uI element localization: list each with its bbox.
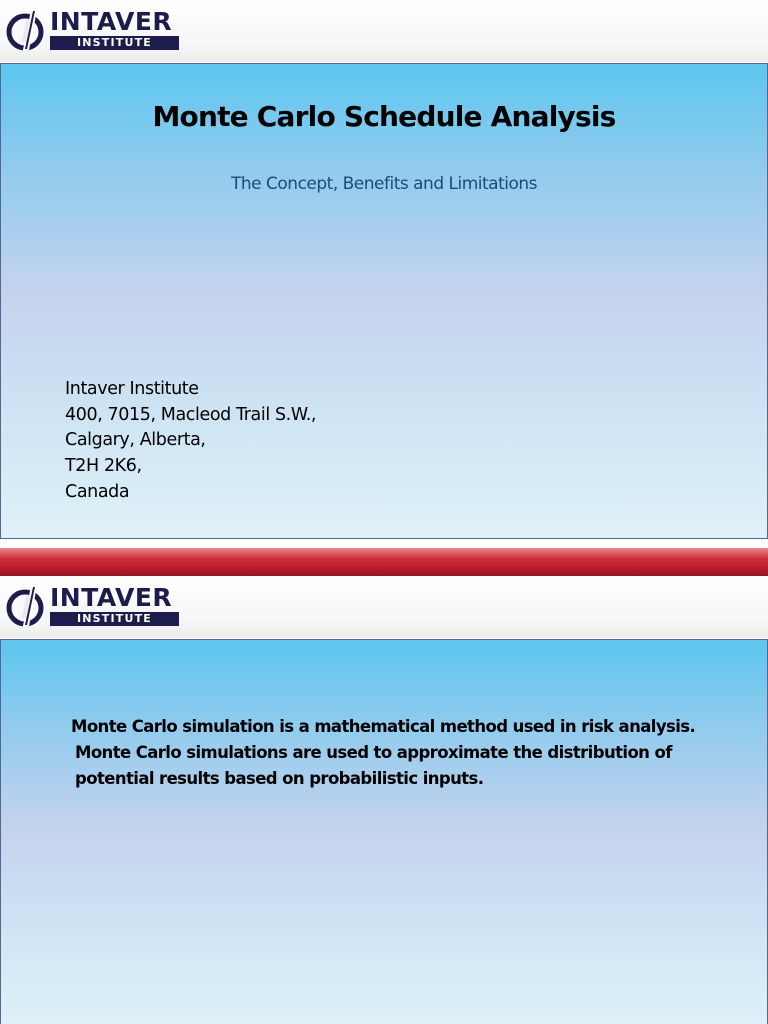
slide-content-panel [0, 639, 768, 1024]
address-line: T2H 2K6, [65, 456, 142, 477]
slide-definition [0, 576, 768, 1024]
address-line: Canada [65, 481, 130, 502]
slide-title-text: Monte Carlo Schedule Analysis [152, 100, 616, 133]
definition-paragraph [71, 714, 731, 792]
slide-content-panel [0, 63, 768, 539]
slide-header [0, 576, 768, 638]
address-line: Intaver Institute [65, 379, 199, 399]
slide-header [0, 0, 768, 62]
intaver-logo [6, 584, 176, 628]
paragraph-line: Monte Carlo simulation is a mathematical method used in risk analysis. [71, 717, 696, 736]
paragraph-line: Monte Carlo simulations are used to approximate the distribution of [75, 743, 672, 762]
logo-wordmark: INTAVER [50, 7, 173, 36]
address-line: Calgary, Alberta, [65, 430, 206, 451]
slide-subtitle: The Concept, Benefits and Limitations [231, 174, 537, 194]
logo-tagline: INSTITUTE [50, 36, 179, 50]
address-block [65, 377, 465, 506]
logo-tagline: INSTITUTE [50, 612, 179, 626]
paragraph-line: potential results based on probabilistic inputs. [75, 769, 484, 788]
slide-separator-band [0, 548, 768, 576]
address-line: 400, 7015, Macleod Trail S.W., [65, 404, 317, 425]
intaver-logo [6, 8, 176, 52]
compass-needle-icon [6, 8, 46, 52]
logo-wordmark: INTAVER [50, 583, 173, 612]
compass-needle-icon [6, 584, 46, 628]
